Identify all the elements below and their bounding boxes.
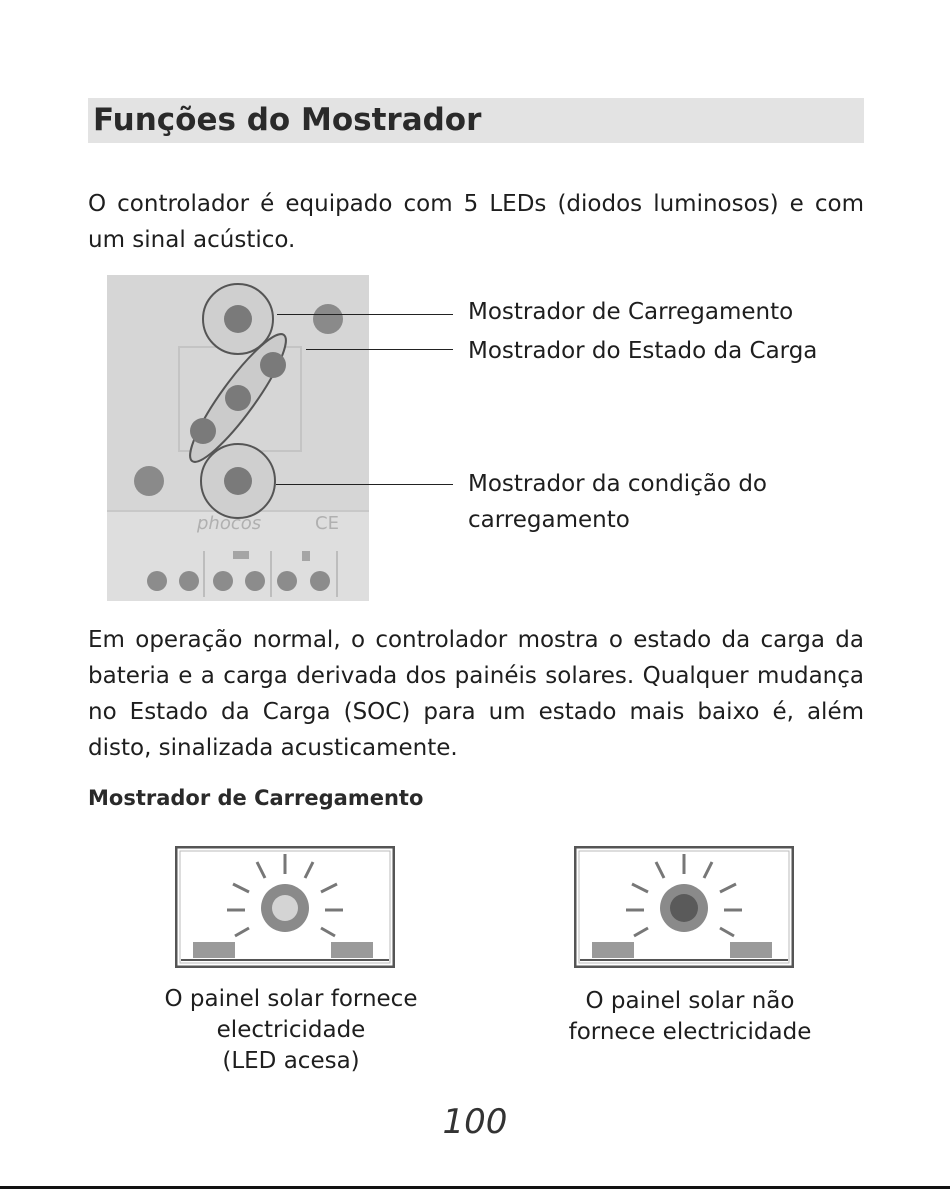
callout-charging-display: Mostrador de Carregamento (468, 299, 794, 325)
callout-load-display: Mostrador da condição do carregamento (468, 471, 767, 533)
soc-led-1 (260, 352, 286, 378)
extra-led-top (313, 304, 343, 334)
body-paragraph: Em operação normal, o controlador mostra o estado da carga da bateria e a carga derivada dos painéis solares. Qualquer mudança no Estado da Carga (SOC) para um estado mais baixo é, além disto, sinalizada acusticamente. (88, 627, 864, 761)
ce-mark: CE (315, 513, 339, 534)
leader-line-charging (277, 314, 453, 315)
caption-line: O painel solar fornece (164, 986, 418, 1012)
load-led (224, 467, 252, 495)
section-title-bar (88, 98, 864, 143)
caption-line: fornece electricidade (568, 1019, 812, 1045)
leader-line-soc (306, 349, 453, 350)
callout-soc-display: Mostrador do Estado da Carga (468, 338, 818, 364)
brand-logo: phocos (197, 513, 262, 534)
soc-led-2 (225, 385, 251, 411)
led-on-illustration (175, 846, 395, 968)
leader-line-load (276, 484, 453, 485)
controller-panel-diagram (107, 275, 369, 601)
page-title: Funções do Mostrador (93, 102, 482, 138)
led-off-illustration (574, 846, 794, 968)
caption-line: O painel solar não (585, 988, 795, 1014)
caption-line: (LED acesa) (222, 1048, 360, 1074)
caption-led-on (140, 984, 442, 1077)
led-off-center (670, 894, 698, 922)
led-lit-center (272, 895, 298, 921)
intro-paragraph: O controlador é equipado com 5 LEDs (diodos luminosos) e com um sinal acústico. (88, 191, 864, 253)
soc-led-3 (190, 418, 216, 444)
caption-led-off (540, 986, 840, 1048)
charging-led (224, 305, 252, 333)
caption-line: electricidade (216, 1017, 366, 1043)
page-number: 100 (442, 1102, 508, 1142)
extra-led-left (134, 466, 164, 496)
subsection-heading: Mostrador de Carregamento (88, 786, 424, 810)
